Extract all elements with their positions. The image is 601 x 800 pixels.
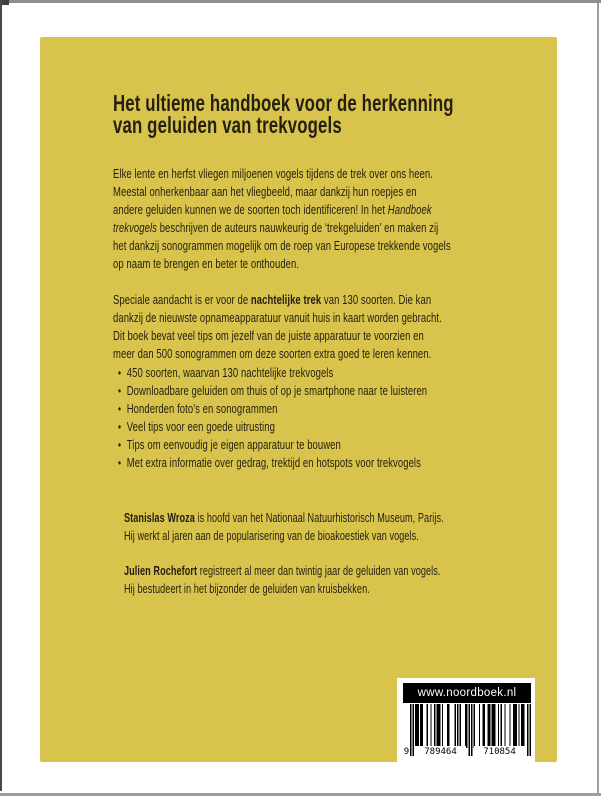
text-line: Hij werkt al jaren aan de popularisering van de bioakoestiek van vogels. [124, 529, 419, 543]
text-line: Dit boek bevat veel tips om jezelf van de juiste apparatuur te voorzien en [113, 328, 424, 343]
book-title [113, 92, 454, 136]
feature-item [118, 364, 427, 382]
text-line: het dankzij sonogrammen mogelijk om de roep van Europese trekkende vogels [113, 238, 451, 253]
bullet-icon: • [118, 366, 122, 380]
feature-item [118, 454, 427, 472]
intro-paragraph [113, 165, 451, 273]
text-line: andere geluiden kunnen we de soorten toch identificeren! In het Handboek [113, 202, 432, 217]
text-line: Speciale aandacht is er voor de nachtelijke trek van 130 soorten. Die kan [113, 292, 432, 307]
feature-item-label: Downloadbare geluiden om thuis of op je smartphone naar te luisteren [126, 383, 428, 398]
text-line: Meestal onherkenbaar aan het vliegbeeld, maar dankzij hun roepjes en [113, 184, 417, 199]
viewer-edge-left [0, 0, 2, 791]
text-line: Stanislas Wroza is hoofd van het Nationaal Natuurhistorisch Museum, Parijs. [124, 511, 444, 525]
bullet-icon: • [118, 420, 122, 434]
feature-item-label: Veel tips voor een goede uitrusting [126, 419, 275, 434]
feature-item-label: Tips om eenvoudig je eigen apparatuur te bouwen [126, 437, 341, 452]
feature-item [118, 418, 427, 436]
feature-item [118, 382, 427, 400]
isbn-digit-group-1: 789464 [415, 746, 466, 759]
bullet-icon: • [118, 402, 122, 416]
feature-item-label: 450 soorten, waarvan 130 nachtelijke trekvogels [126, 365, 334, 380]
text-line: dankzij de nieuwste opnameapparatuur vanuit huis in kaart worden gebracht. [113, 310, 442, 325]
author-bio-stanislas-wroza [124, 509, 444, 545]
title-line-1: Het ultieme handboek voor de herkenning [113, 90, 454, 116]
feature-item-label: Honderden foto's en sonogrammen [126, 401, 278, 416]
isbn-digit-first: 9 [403, 747, 410, 757]
bullet-icon: • [118, 384, 122, 398]
ean-barcode [403, 704, 531, 762]
viewer-edge-right [597, 3, 599, 795]
text-line: meer dan 500 sonogrammen om deze soorten extra goed te leren kennen. [113, 346, 432, 361]
bullet-icon: • [118, 438, 122, 452]
text-line: Julien Rochefort registreert al meer dan twintig jaar de geluiden van vogels. [124, 564, 441, 578]
feature-item [118, 400, 427, 418]
viewer-edge-top [0, 0, 601, 3]
night-migration-paragraph [113, 291, 442, 363]
text-line: trekvogels beschrijven de auteurs nauwkeurig de ‘trekgeluiden’ en maken zij [113, 220, 439, 235]
viewer-edge-bottom [0, 793, 601, 796]
text-line: Elke lente en herfst vliegen miljoenen vogels tijdens de trek over ons heen. [113, 166, 433, 181]
publisher-url: www.noordboek.nl [403, 683, 531, 703]
isbn-digit-group-2: 710854 [474, 746, 525, 759]
feature-list [118, 364, 427, 472]
feature-item-label: Met extra informatie over gedrag, trektijd en hotspots voor trekvogels [126, 455, 421, 470]
feature-item [118, 436, 427, 454]
barcode-block [397, 678, 535, 768]
bullet-icon: • [118, 456, 122, 470]
text-line: Hij bestudeert in het bijzonder de geluiden van kruisbekken. [124, 582, 370, 596]
title-line-2: van geluiden van trekvogels [113, 112, 342, 138]
author-bio-julien-rochefort [124, 562, 441, 598]
text-line: op naam te brengen en beter te onthouden. [113, 256, 300, 271]
